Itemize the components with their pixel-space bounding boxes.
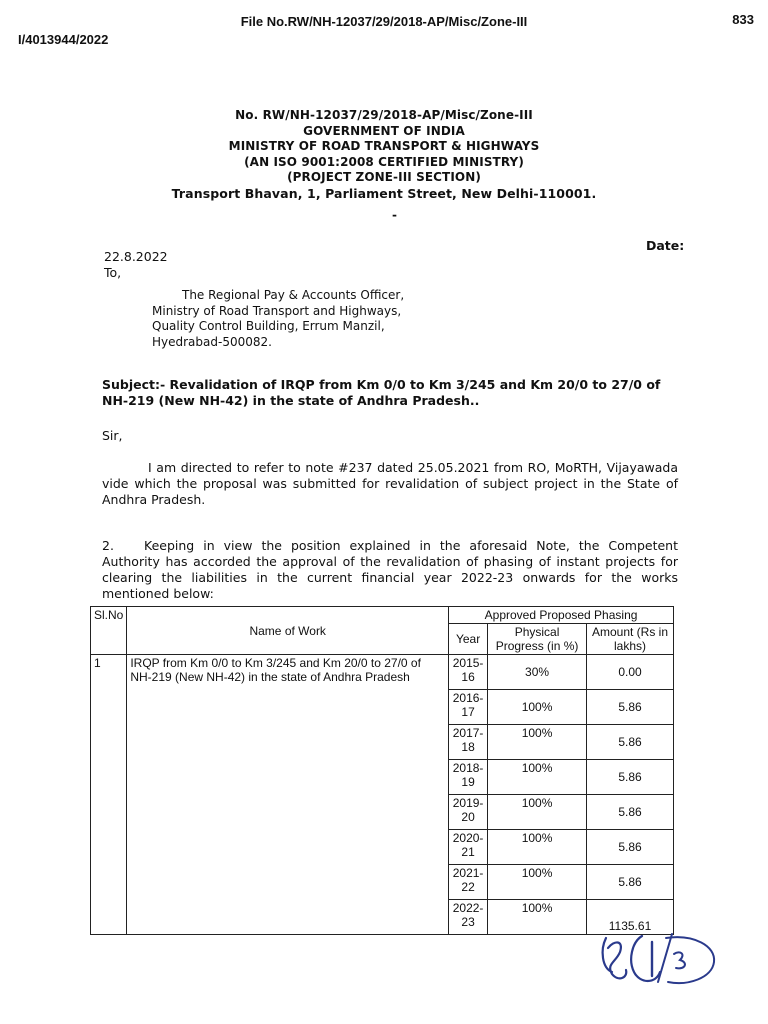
progress-cell: 100% bbox=[488, 900, 587, 935]
page-number: 833 bbox=[732, 12, 754, 27]
year-cell: 2015-16 bbox=[449, 655, 488, 690]
table-row bbox=[91, 655, 674, 690]
paragraph-number: 2. bbox=[102, 538, 114, 553]
progress-cell: 100% bbox=[488, 795, 587, 830]
year-cell: 2018-19 bbox=[449, 760, 488, 795]
amount-cell: 5.86 bbox=[587, 830, 674, 865]
progress-cell: 100% bbox=[488, 690, 587, 725]
progress-cell: 100% bbox=[488, 725, 587, 760]
progress-cell: 30% bbox=[488, 655, 587, 690]
subject-line: Subject:- Revalidation of IRQP from Km 0/0 to Km 3/245 and Km 20/0 to 27/0 of NH-219 (New NH-42) in the state of Andhra Pradesh.. bbox=[102, 377, 661, 408]
year-cell: 2020-21 bbox=[449, 830, 488, 865]
handwritten-initials bbox=[598, 928, 722, 992]
paragraph-1: I am directed to refer to note #237 dated 25.05.2021 from RO, MoRTH, Vijayawada vide which the proposal was submitted for revalidation of subject project in the State of Andhra Pradesh. bbox=[102, 460, 678, 507]
file-number-header: File No.RW/NH-12037/29/2018-AP/Misc/Zone-III bbox=[240, 14, 528, 29]
paragraph-2 bbox=[102, 538, 678, 602]
header-sl-no: Sl.No bbox=[91, 607, 127, 655]
amount-cell: 5.86 bbox=[587, 760, 674, 795]
letterhead bbox=[0, 108, 768, 201]
progress-cell: 100% bbox=[488, 865, 587, 900]
reference-number: No. RW/NH-12037/29/2018-AP/Misc/Zone-III bbox=[235, 108, 533, 122]
section-line: (PROJECT ZONE-III SECTION) bbox=[287, 170, 481, 184]
header-year: Year bbox=[449, 624, 488, 655]
salutation: Sir, bbox=[102, 428, 123, 443]
progress-cell: 100% bbox=[488, 830, 587, 865]
addressee-line: Ministry of Road Transport and Highways, bbox=[152, 303, 402, 318]
year-cell: 2016-17 bbox=[449, 690, 488, 725]
addressee-line: The Regional Pay & Accounts Officer, bbox=[182, 288, 405, 302]
amount-cell: 1135.61 bbox=[587, 900, 674, 935]
government-line: GOVERNMENT OF INDIA bbox=[303, 123, 465, 138]
amount-cell: 0.00 bbox=[587, 655, 674, 690]
name-of-work-cell: IRQP from Km 0/0 to Km 3/245 and Km 20/0 to 27/0 of NH-219 (New NH-42) in the state of Andhra Pradesh bbox=[127, 655, 449, 935]
amount-cell: 5.86 bbox=[587, 795, 674, 830]
date-value: 22.8.2022 bbox=[104, 249, 168, 264]
to-label: To, bbox=[104, 265, 122, 280]
header-amount: Amount (Rs in lakhs) bbox=[587, 624, 674, 655]
year-cell: 2021-22 bbox=[449, 865, 488, 900]
sl-no-cell: 1 bbox=[91, 655, 127, 935]
year-cell: 2017-18 bbox=[449, 725, 488, 760]
receipt-number: I/4013944/2022 bbox=[18, 32, 109, 47]
ministry-line: MINISTRY OF ROAD TRANSPORT & HIGHWAYS bbox=[228, 139, 540, 153]
paragraph-2-text: Keeping in view the position explained in the aforesaid Note, the Competent Authority has accorded the approval of the revalidation of phasing of instant projects for clearing the liabilities in the current financial year 2022-23 onwards for the works mentioned below: bbox=[102, 538, 678, 601]
year-cell: 2019-20 bbox=[449, 795, 488, 830]
date-label: Date: bbox=[646, 238, 685, 253]
office-address: Transport Bhavan, 1, Parliament Street, New Delhi-110001. bbox=[171, 185, 597, 201]
progress-cell: 100% bbox=[488, 760, 587, 795]
amount-cell: 5.86 bbox=[587, 690, 674, 725]
header-physical-progress: Physical Progress (in %) bbox=[488, 624, 587, 655]
works-phasing-table bbox=[90, 606, 674, 935]
certification-line: (AN ISO 9001:2008 CERTIFIED MINISTRY) bbox=[244, 154, 524, 169]
header-name-of-work: Name of Work bbox=[127, 607, 449, 655]
header-approved-phasing: Approved Proposed Phasing bbox=[449, 607, 674, 624]
amount-cell: 5.86 bbox=[587, 725, 674, 760]
dash-mark: - bbox=[392, 208, 397, 222]
year-cell: 2022-23 bbox=[449, 900, 488, 935]
addressee-line: Quality Control Building, Errum Manzil, bbox=[152, 319, 385, 333]
addressee-block bbox=[152, 288, 404, 350]
amount-cell: 5.86 bbox=[587, 865, 674, 900]
addressee-line: Hyedrabad-500082. bbox=[152, 334, 272, 349]
